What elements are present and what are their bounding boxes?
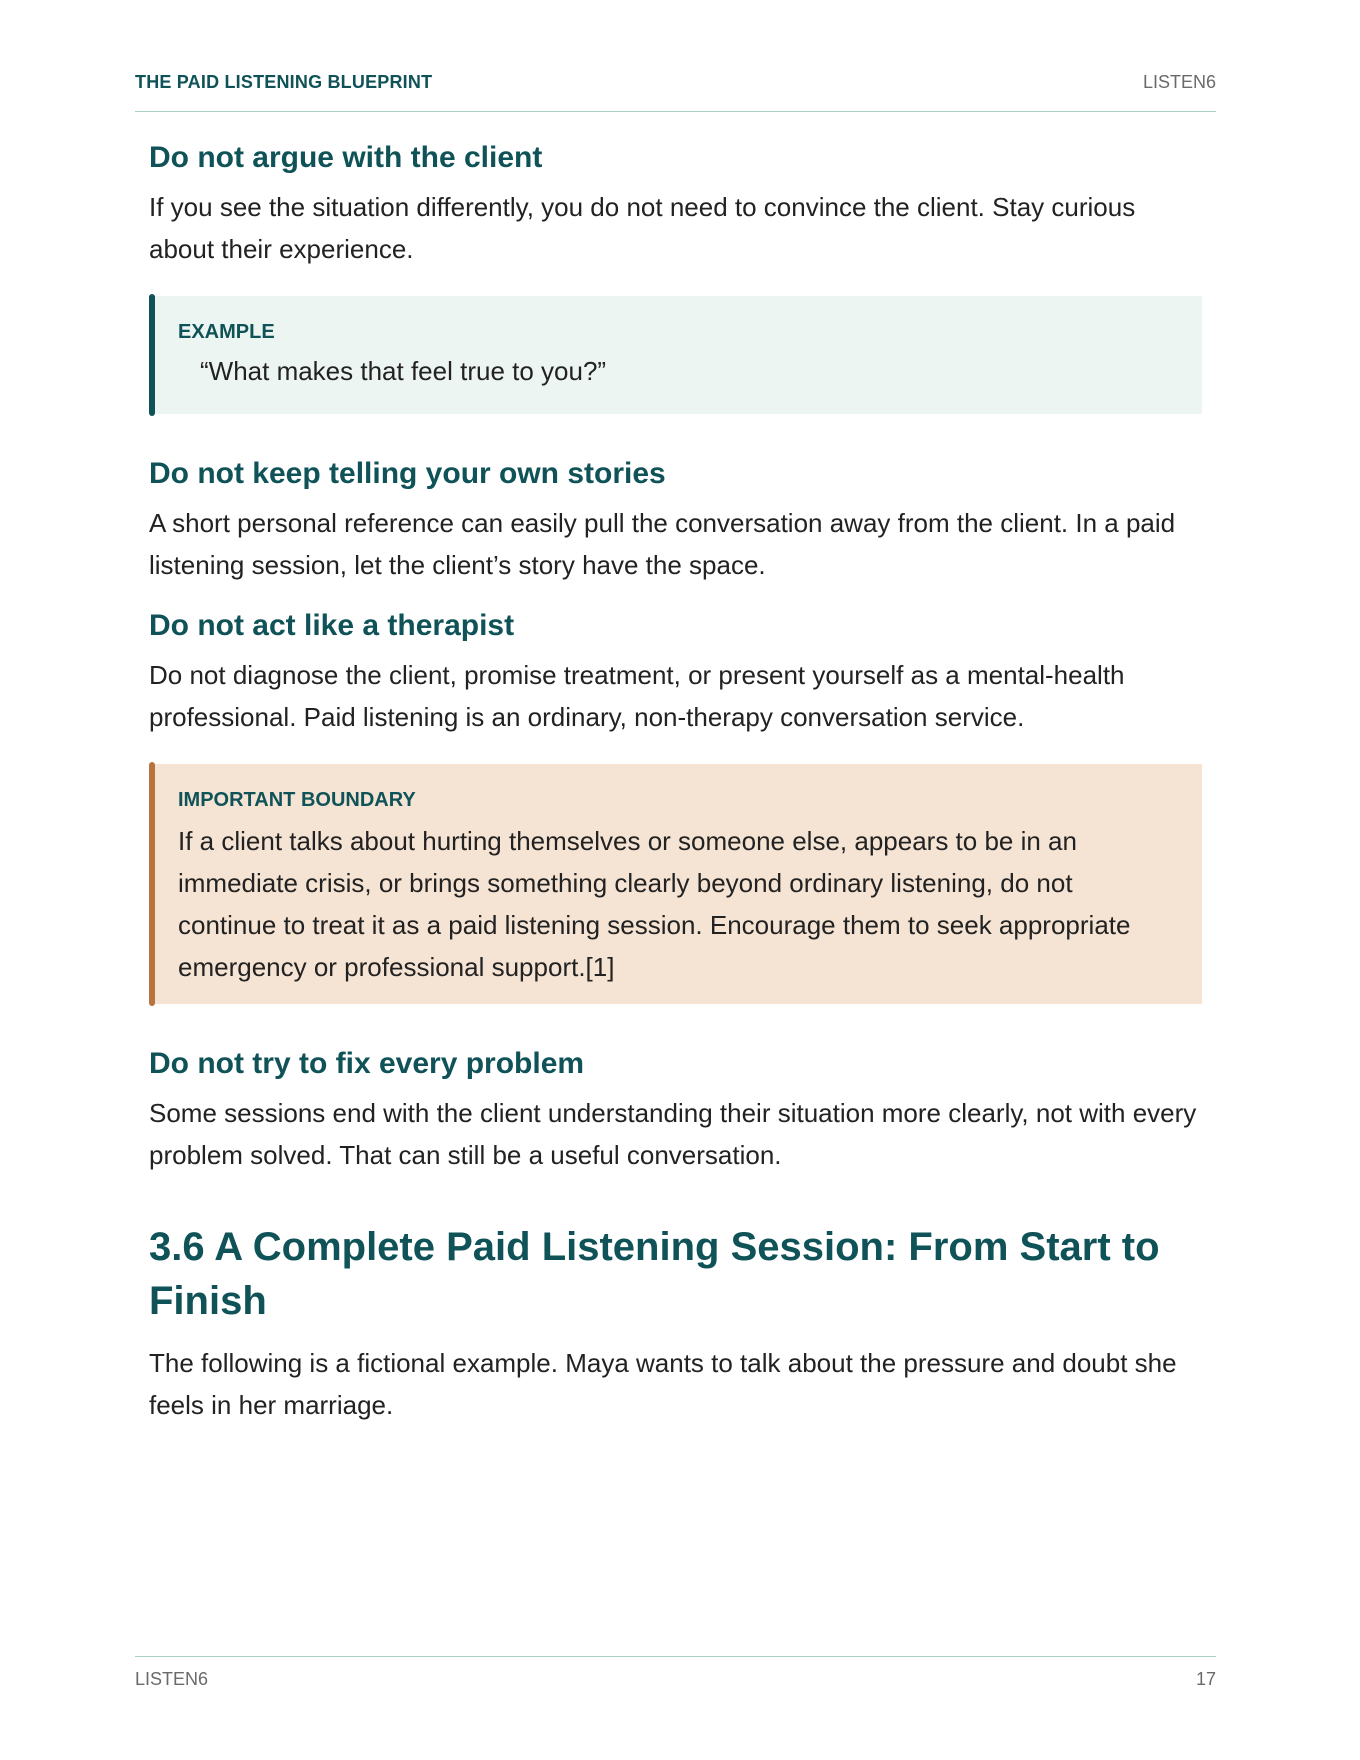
paragraph-therapist: Do not diagnose the client, promise treatment, or present yourself as a mental-health professional. Paid listening is an ordinary, non-therapy conversation service. bbox=[149, 660, 1125, 732]
running-footer bbox=[135, 1656, 1216, 1689]
boundary-callout-text: If a client talks about hurting themselves or someone else, appears to be in an immediate crisis, or brings something clearly beyond ordinary listening, do not continue to treat it as a paid listening session. Encourage them to seek appropriate emergency or professional support.[1] bbox=[178, 826, 1131, 982]
document-title: THE PAID LISTENING BLUEPRINT bbox=[135, 72, 433, 92]
paragraph-do-not-argue: If you see the situation differently, you do not need to convince the client. Stay curious about their experience. bbox=[149, 192, 1136, 264]
heading-do-not-argue: Do not argue with the client bbox=[149, 141, 543, 174]
page-content bbox=[149, 138, 1202, 1426]
paragraph-section-3-6: The following is a fictional example. Maya wants to talk about the pressure and doubt she feels in her marriage. bbox=[149, 1348, 1177, 1420]
footer-code: LISTEN6 bbox=[135, 1669, 209, 1689]
section-heading-3-6: 3.6 A Complete Paid Listening Session: From Start to Finish bbox=[149, 1225, 1160, 1323]
document-code: LISTEN6 bbox=[1142, 72, 1216, 92]
heading-own-stories: Do not keep telling your own stories bbox=[149, 457, 666, 490]
page-number: 17 bbox=[1195, 1669, 1216, 1689]
heading-fix-every-problem: Do not try to fix every problem bbox=[149, 1047, 585, 1080]
running-header bbox=[135, 72, 1216, 112]
important-boundary-callout bbox=[149, 764, 1202, 1004]
paragraph-own-stories: A short personal reference can easily pull the conversation away from the client. In a paid listening session, let the client’s story have the space. bbox=[149, 508, 1176, 580]
heading-therapist: Do not act like a therapist bbox=[149, 609, 515, 642]
example-callout bbox=[149, 296, 1202, 414]
paragraph-fix-every-problem: Some sessions end with the client understanding their situation more clearly, not with every problem solved. That can still be a useful conversation. bbox=[149, 1098, 1197, 1170]
boundary-callout-bar bbox=[149, 762, 155, 1006]
example-callout-label: EXAMPLE bbox=[178, 321, 275, 343]
example-callout-text: “What makes that feel true to you?” bbox=[200, 356, 607, 386]
boundary-callout-label: IMPORTANT BOUNDARY bbox=[178, 789, 416, 811]
example-callout-bar bbox=[149, 294, 155, 416]
